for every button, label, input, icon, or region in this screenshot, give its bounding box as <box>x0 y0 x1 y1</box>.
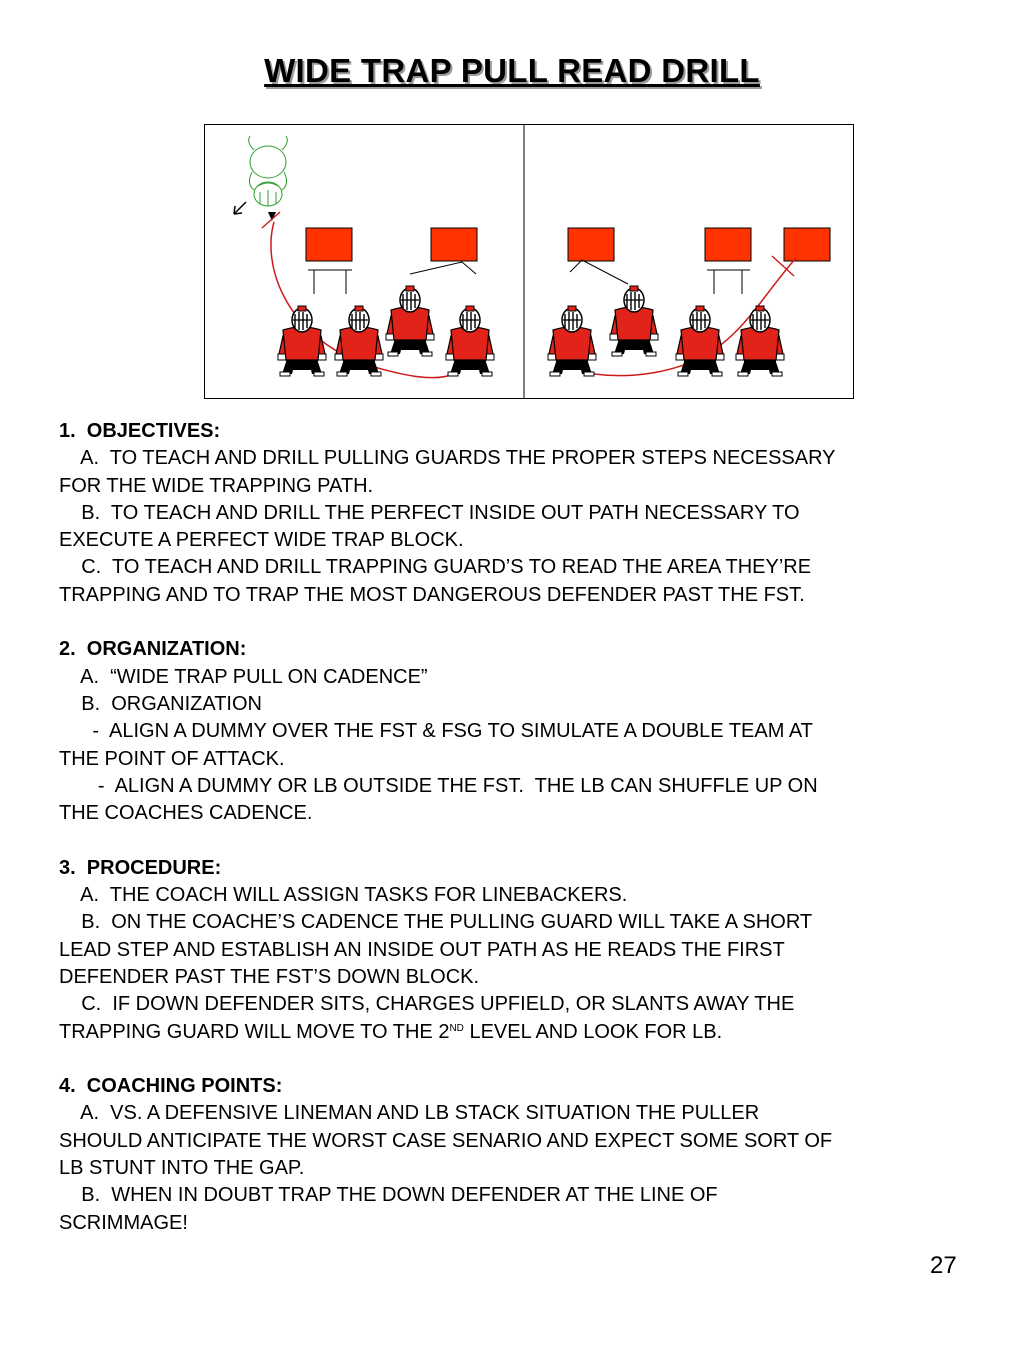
body-line: THE COACHES CADENCE. <box>59 802 313 825</box>
body-line: LB STUNT INTO THE GAP. <box>59 1157 305 1180</box>
player-5 <box>548 306 596 376</box>
player-7 <box>676 306 724 376</box>
section-heading: 1. OBJECTIVES: <box>59 420 221 442</box>
right-panel <box>548 228 830 376</box>
section-coaching-points <box>59 1073 979 1237</box>
body-line: B. WHEN IN DOUBT TRAP THE DOWN DEFENDER AT THE LINE OF <box>59 1184 718 1207</box>
body-line: THE POINT OF ATTACK. <box>59 747 285 770</box>
document-body <box>59 418 979 1237</box>
body-line: SCRIMMAGE! <box>59 1211 188 1234</box>
body-line: B. TO TEACH AND DRILL THE PERFECT INSIDE OUT PATH NECESSARY TO <box>59 501 800 524</box>
section-heading: 2. ORGANIZATION: <box>59 638 247 661</box>
body-line-with-superscript <box>59 1019 979 1046</box>
body-line: DEFENDER PAST THE FST’S DOWN BLOCK. <box>59 965 480 988</box>
body-line: B. ON THE COACHE’S CADENCE THE PULLING GUARD WILL TAKE A SHORT <box>59 911 813 934</box>
page-title: WIDE TRAP PULL READ DRILL <box>264 52 760 89</box>
section-organization <box>59 636 979 827</box>
body-line: - ALIGN A DUMMY OVER THE FST & FSG TO SIMULATE A DOUBLE TEAM AT <box>59 720 813 743</box>
body-line: FOR THE WIDE TRAPPING PATH. <box>59 474 374 497</box>
body-line: - ALIGN A DUMMY OR LB OUTSIDE THE FST. THE LB CAN SHUFFLE UP ON <box>59 774 818 797</box>
body-line: SHOULD ANTICIPATE THE WORST CASE SENARIO AND EXPECT SOME SORT OF <box>59 1129 833 1152</box>
dummy-5 <box>784 228 830 261</box>
body-line: A. THE COACH WILL ASSIGN TASKS FOR LINEBACKERS. <box>59 884 628 907</box>
body-line: A. TO TEACH AND DRILL PULLING GUARDS THE PROPER STEPS NECESSARY <box>59 447 836 470</box>
body-line: EXECUTE A PERFECT WIDE TRAP BLOCK. <box>59 529 464 552</box>
coach-figure <box>249 136 288 206</box>
body-line: A. VS. A DEFENSIVE LINEMAN AND LB STACK SITUATION THE PULLER <box>59 1102 760 1125</box>
section-objectives <box>59 418 979 609</box>
ordinal-superscript: ND <box>449 1022 464 1034</box>
dummy-1 <box>306 228 352 261</box>
player-6 <box>610 286 658 356</box>
page-number: 27 <box>930 1252 957 1279</box>
body-line: C. TO TEACH AND DRILL TRAPPING GUARD’S TO READ THE AREA THEY’RE <box>59 556 812 579</box>
line-text: TRAPPING GUARD WILL MOVE TO THE 2 <box>59 1020 450 1043</box>
body-line: A. “WIDE TRAP PULL ON CADENCE” <box>59 665 428 688</box>
line-text: LEVEL AND LOOK FOR LB. <box>463 1020 723 1043</box>
section-procedure <box>59 855 979 1046</box>
player-8 <box>736 306 784 376</box>
drill-diagram <box>204 124 854 399</box>
player-2 <box>335 306 383 376</box>
player-1 <box>278 306 326 376</box>
coach-arrow <box>234 202 246 214</box>
dummy-2 <box>431 228 477 261</box>
dummy-4 <box>705 228 751 261</box>
section-heading: 3. PROCEDURE: <box>59 856 222 879</box>
left-panel <box>234 136 494 378</box>
body-line: B. ORGANIZATION <box>59 692 262 715</box>
body-line: C. IF DOWN DEFENDER SITS, CHARGES UPFIELD, OR SLANTS AWAY THE <box>59 993 795 1016</box>
player-3 <box>386 286 434 356</box>
body-line: TRAPPING AND TO TRAP THE MOST DANGEROUS DEFENDER PAST THE FST. <box>59 583 805 606</box>
body-line: LEAD STEP AND ESTABLISH AN INSIDE OUT PATH AS HE READS THE FIRST <box>59 938 785 961</box>
player-4 <box>446 306 494 376</box>
section-heading: 4. COACHING POINTS: <box>59 1075 283 1098</box>
dummy-3 <box>568 228 614 261</box>
